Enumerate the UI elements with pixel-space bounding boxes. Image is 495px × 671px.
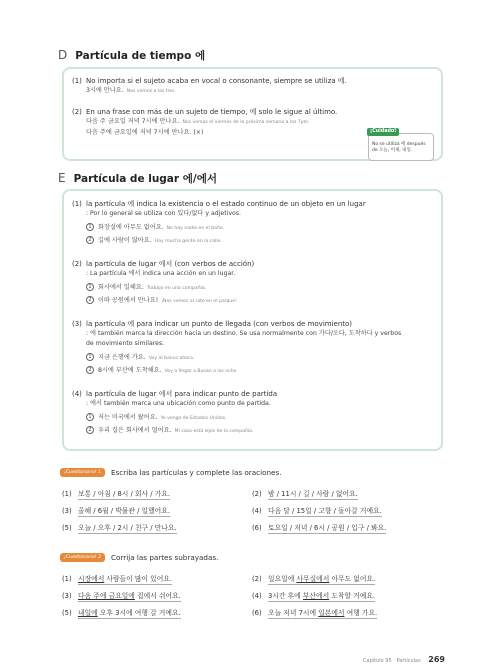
caution-tag: ¡Cuidado! <box>367 128 399 136</box>
exercise-text: 3시간 후에 <box>268 592 303 600</box>
item-number: (3) <box>62 507 72 515</box>
example-gloss: Nos vemos a las tres. <box>126 89 177 94</box>
exercise-1-item-5 <box>62 522 177 534</box>
exercise-text: 아무도 없어요. <box>329 575 376 583</box>
exercise-2-item-5 <box>62 607 181 619</box>
section-e-box <box>62 189 443 451</box>
exercise-1-item-1 <box>62 488 170 500</box>
exercise-text: 오후 3시에 여행 갈 거예요. <box>97 609 181 617</box>
section-d-letter: D <box>58 48 68 62</box>
section-e-item-3 <box>72 319 433 377</box>
rule-subtext: : La partícula 에서 indica una acción en un lugar. <box>86 270 236 277</box>
page-number: 269 <box>428 655 445 664</box>
section-e-item-2 <box>72 259 433 307</box>
example-korean: 화장실에 아무도 없어요. <box>98 224 164 231</box>
rule-text: la partícula 에 para indicar un punto de llegada (con verbos de movimiento) <box>86 320 353 328</box>
exercise-1-item-2 <box>252 488 358 500</box>
item-number: (5) <box>62 524 72 532</box>
example-gloss: Hay mucha gente en la calle. <box>154 239 222 244</box>
rule-subtext: : Por lo general se utiliza con 있다/없다 y adjetivos. <box>86 210 242 217</box>
exercise-text: 보통 / 아침 / 8시 / 회사 / 가요. <box>78 490 171 498</box>
item-number: (4) <box>72 390 82 398</box>
example-number: 1 <box>86 413 94 421</box>
exercise-2-item-1 <box>62 573 172 585</box>
exercise-text: 다음 달 / 15일 / 고향 / 돌아갈 거예요. <box>268 507 382 515</box>
example-gloss: ¡Nos vemos al rato en el parque! <box>161 299 237 304</box>
example-gloss: Yo vengo de Estados Unidos. <box>160 416 227 421</box>
item-number: (5) <box>62 609 72 617</box>
example-korean: 길에 사람이 많아요. <box>98 237 152 244</box>
example-gloss: Nos vemos el viernes de la próxima semana a las 7pm. <box>182 120 310 125</box>
exercise-1-item-4 <box>252 505 382 517</box>
exercise-2-item-4 <box>252 590 375 602</box>
example-incorrect: 다음 주에 금요일에 저녁 7시에 만나요. (×) <box>86 129 204 136</box>
exercise-text: 오늘 저녁 7시에 <box>268 609 319 617</box>
section-d-title: Partícula de tiempo 에 <box>75 50 206 62</box>
exercise-text: 토요일 / 저녁 / 6시 / 공원 / 입구 / 봐요. <box>268 524 387 532</box>
exercise-1-tag: ¡Cuestionario! 1 <box>60 468 105 477</box>
item-number: (2) <box>72 108 82 116</box>
item-number: (1) <box>72 77 82 85</box>
example-korean: 회사에서 일해요. <box>98 284 144 291</box>
rule-text: No importa si el sujeto acaba en vocal o consonante, siempre se utiliza 에. <box>86 77 347 85</box>
underlined-part: 사무실에서 <box>296 575 330 583</box>
example-gloss: No hay nadie en el baño. <box>166 226 225 231</box>
exercise-2-item-2 <box>252 573 375 585</box>
item-number: (1) <box>62 575 72 583</box>
underlined-part: 일본에서 <box>318 609 345 617</box>
example-gloss: Voy a llegar a Busan a las ocho. <box>164 369 238 374</box>
exercise-text: 도착할 거예요. <box>329 592 376 600</box>
item-number: (3) <box>72 320 82 328</box>
example-number: 2 <box>86 236 94 244</box>
section-d-item-1 <box>72 76 433 97</box>
item-number: (2) <box>252 575 262 583</box>
example-number: 2 <box>86 426 94 434</box>
example-number: 2 <box>86 366 94 374</box>
rule-text: la partícula 에 indica la existencia o el estado continuo de un objeto en un lugar <box>86 200 366 208</box>
item-number: (1) <box>62 490 72 498</box>
section-e-letter: E <box>58 171 66 185</box>
exercise-text: 올해 / 6월 / 박물관 / 일했어요. <box>78 507 170 515</box>
exercise-text: 오늘 / 오후 / 2시 / 친구 / 만나요. <box>78 524 177 532</box>
exercise-text: 집에서 쉬어요. <box>134 592 181 600</box>
example-korean: 8시에 부산에 도착해요. <box>98 367 162 374</box>
item-number: (2) <box>72 260 82 268</box>
section-e-item-1 <box>72 199 433 247</box>
example-korean: 3시에 만나요. <box>86 87 124 94</box>
item-number: (4) <box>252 592 262 600</box>
example-korean: 다음 주 금요일 저녁 7시에 만나요. <box>86 118 180 125</box>
item-number: (2) <box>252 490 262 498</box>
section-e-item-4 <box>72 389 433 437</box>
example-korean: 우리 집은 회사에서 멀어요. <box>98 427 172 434</box>
page-footer <box>363 655 445 664</box>
caution-text: No se utiliza 에 después de 오늘, 어제, 내일. <box>372 142 426 153</box>
underlined-part: 다음 주에 금요일에 <box>78 592 135 600</box>
rule-text: la partícula de lugar 에서 (con verbos de acción) <box>86 260 255 268</box>
underlined-part: 부산에서 <box>302 592 330 600</box>
rule-subtext: : 에서 también marca una ubicación como punto de partida. <box>86 400 271 407</box>
item-number: (4) <box>252 507 262 515</box>
example-korean: 지금 은행에 가요. <box>98 354 146 361</box>
section-e-header <box>58 171 217 186</box>
exercise-text: 밤 / 11시 / 길 / 사람 / 없어요. <box>268 490 358 498</box>
exercise-1-item-3 <box>62 505 170 517</box>
exercise-1-item-6 <box>252 522 386 534</box>
underlined-part: 시장에서 <box>78 575 105 583</box>
exercise-1-header <box>60 468 281 477</box>
example-gloss: Voy al banco ahora. <box>148 356 195 361</box>
section-d-header <box>58 48 205 63</box>
item-number: (3) <box>62 592 72 600</box>
rule-subtext-cont: de movimiento similares. <box>86 340 165 347</box>
example-gloss: Mi casa está lejos de la compañía. <box>174 429 254 434</box>
underlined-part: 내일에 <box>78 609 98 617</box>
exercise-2-item-3 <box>62 590 181 602</box>
rule-text: En una frase con más de un sujeto de tiempo, 에 solo le sigue al último. <box>86 108 338 116</box>
rule-subtext: : 에 también marca la dirección hacia un destino. Se usa normalmente con 가다/오다, 도착하다 y verbos <box>86 330 402 337</box>
example-korean: 저는 미국에서 왔어요. <box>98 414 158 421</box>
exercise-text: 여행 가요. <box>344 609 378 617</box>
example-korean: 이따 공원에서 만나요! <box>98 297 159 304</box>
item-number: (1) <box>72 200 82 208</box>
exercise-text: 일요일에 <box>268 575 297 583</box>
exercise-2-title: Corrija las partes subrayadas. <box>111 553 219 562</box>
item-number: (6) <box>252 524 262 532</box>
rule-text: la partícula de lugar 에서 para indicar punto de partida <box>86 390 278 398</box>
exercise-2-item-6 <box>252 607 377 619</box>
exercise-2-tag: ¡Cuestionario! 2 <box>60 553 105 562</box>
example-gloss: Trabajo en una compañía. <box>146 286 207 291</box>
example-number: 1 <box>86 283 94 291</box>
exercise-text: 사람들이 많이 있어요. <box>104 575 172 583</box>
example-number: 1 <box>86 223 94 231</box>
example-number: 2 <box>86 296 94 304</box>
section-e-title: Partícula de lugar 에/에서 <box>73 173 217 185</box>
exercise-2-header <box>60 553 218 562</box>
example-number: 1 <box>86 353 94 361</box>
exercise-1-title: Escriba las partículas y complete las oraciones. <box>111 468 282 477</box>
chapter-label: Capítulo 95 · Partículas <box>363 658 421 664</box>
caution-callout <box>368 129 434 161</box>
item-number: (6) <box>252 609 262 617</box>
